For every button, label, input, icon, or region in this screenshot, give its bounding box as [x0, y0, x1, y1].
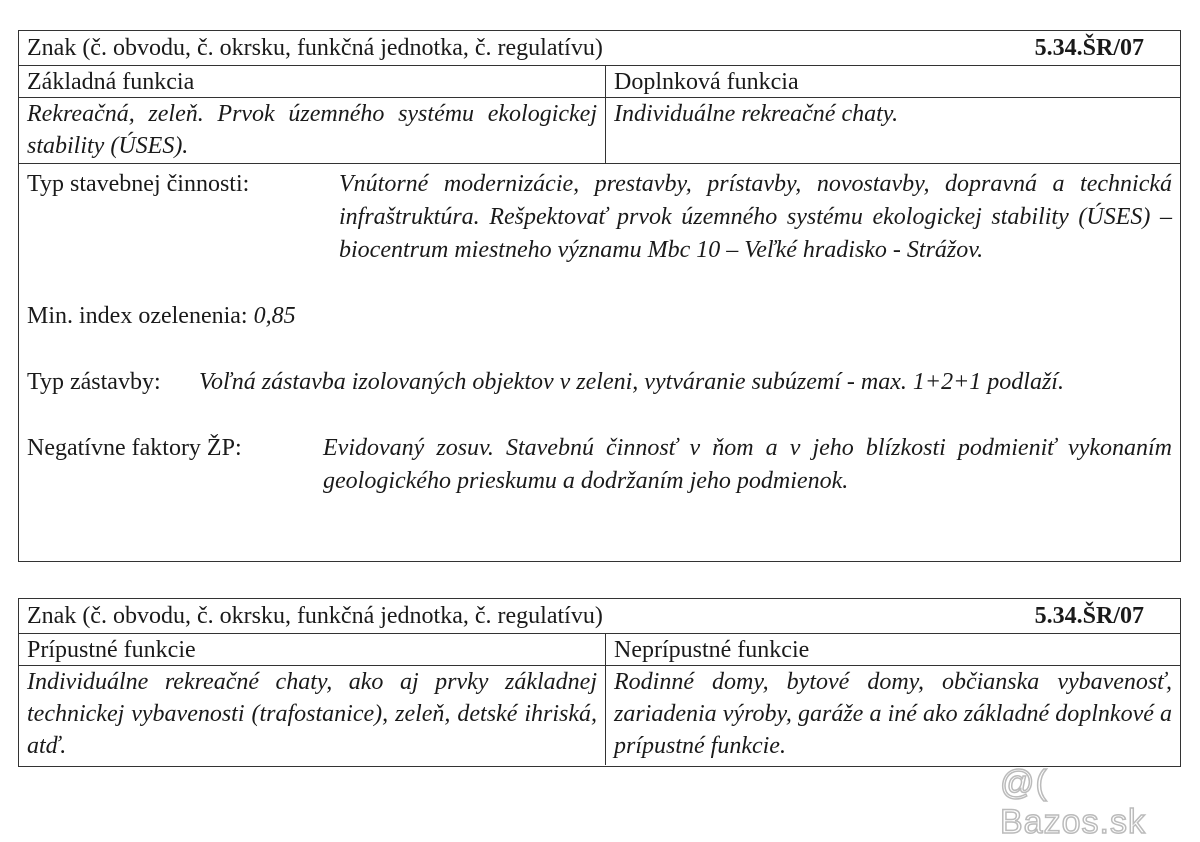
table2-titles: [19, 634, 1180, 666]
table2-values: [19, 666, 1180, 765]
negative-text: Evidovaný zosuv. Stavebnú činnosť v ňom a v jeho blízkosti podmieniť vykonaním geologického prieskumu a dodržaním jeho podmienok.: [323, 435, 1172, 494]
permitted-functions-title: Prípustné funkcie: [19, 634, 606, 665]
table1-header: [19, 31, 1180, 66]
building-type: [27, 366, 1172, 399]
construction-type: [27, 168, 1172, 267]
table1-details: [19, 164, 1180, 561]
supplementary-function-title: Doplnková funkcia: [614, 69, 799, 95]
negative-label: Negatívne faktory ŽP:: [27, 435, 248, 461]
header-label: Znak (č. obvodu, č. okrsku, funkčná jednotka, č. regulatívu): [27, 35, 603, 61]
greenery-index: [27, 300, 1172, 333]
watermark-logo: @( Bazos.sk: [1000, 764, 1146, 841]
regulation-code: 5.34.ŠR/07: [1034, 603, 1144, 629]
table2-header: [19, 599, 1180, 634]
regulation-table-1: [18, 30, 1181, 562]
basic-function-title: Základná funkcia: [19, 66, 606, 97]
building-label: Typ zástavby:: [27, 369, 167, 395]
regulation-code: 5.34.ŠR/07: [1034, 35, 1144, 61]
basic-function-text: Rekreačná, zeleň. Prvok územného systému ekologickej stability (ÚSES).: [19, 98, 606, 163]
prohibited-functions-title: Neprípustné funkcie: [614, 637, 810, 663]
negative-factors: [27, 432, 1172, 498]
supplementary-function-text: Individuálne rekreačné chaty.: [614, 101, 899, 127]
construction-label: Typ stavebnej činnosti:: [27, 171, 256, 197]
permitted-functions-text: Individuálne rekreačné chaty, ako aj prvky základnej technickej vybavenosti (trafostanice), zeleň, detské ihriská, atď.: [19, 666, 606, 765]
table1-values: [19, 98, 1180, 164]
header-label: Znak (č. obvodu, č. okrsku, funkčná jednotka, č. regulatívu): [27, 603, 603, 629]
construction-text: Vnútorné modernizácie, prestavby, prístavby, novostavby, dopravná a technická infraštruktúra. Rešpektovať prvok územného systému ekologickej stability (ÚSES) – biocentrum miestneho významu Mbc 10 – Veľké hradisko - Strážov.: [339, 171, 1172, 263]
greenery-value: 0,85: [253, 303, 296, 329]
table1-titles: [19, 66, 1180, 98]
prohibited-functions-text: Rodinné domy, bytové domy, občianska vybavenosť, zariadenia výroby, garáže a iné ako základné doplnkové a prípustné funkcie.: [614, 669, 1172, 759]
greenery-label: Min. index ozelenenia:: [27, 303, 254, 329]
regulation-table-2: [18, 598, 1181, 767]
building-text: Voľná zástavba izolovaných objektov v zeleni, vytváranie subúzemí - max. 1+2+1 podlaží.: [199, 369, 1064, 395]
